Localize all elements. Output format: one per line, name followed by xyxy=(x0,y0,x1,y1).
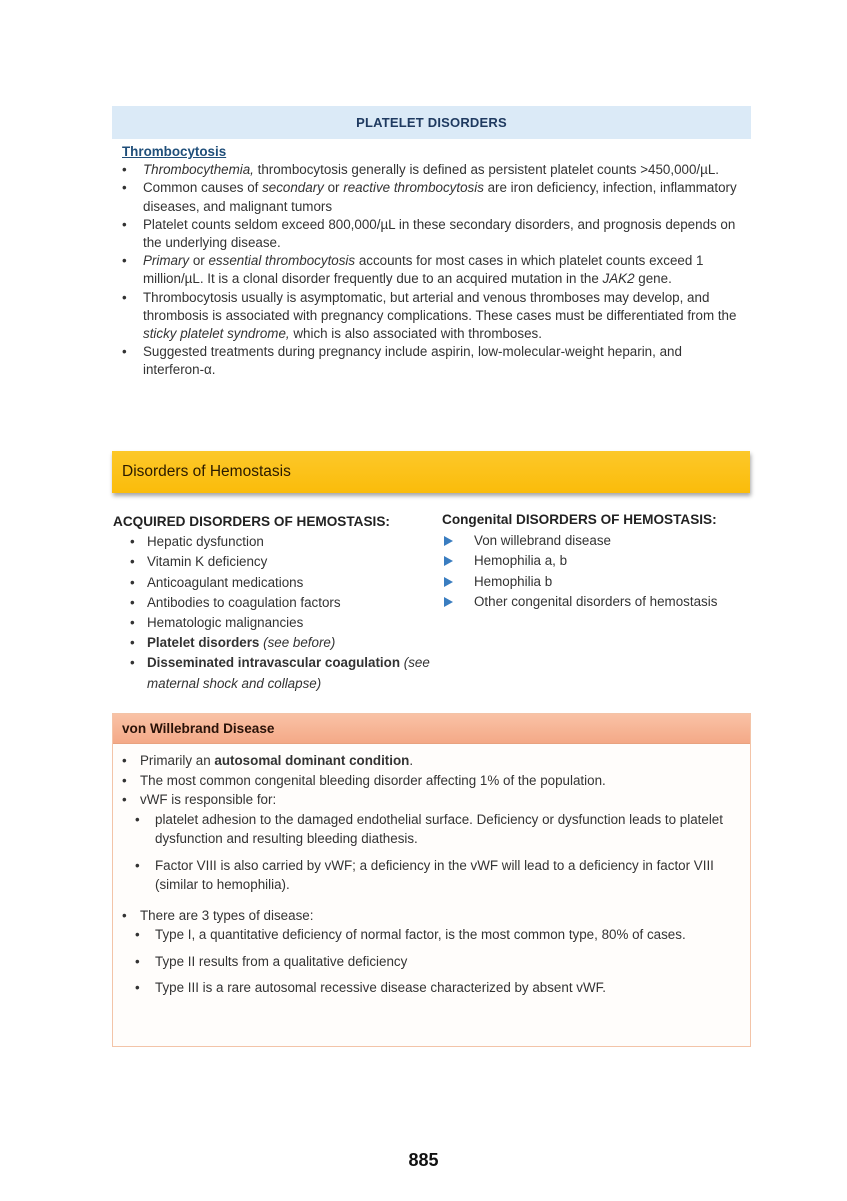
list-item: • Platelet counts seldom exceed 800,000/µL in these secondary disorders, and prognosis depends on the underlying disease. xyxy=(114,216,744,252)
list-item: • Primarily an autosomal dominant condition. xyxy=(113,751,743,771)
vwd-body xyxy=(113,751,743,998)
platelet-disorders-title: PLATELET DISORDERS xyxy=(356,115,507,130)
vwd-main-list xyxy=(113,751,743,810)
acquired-disorders-list xyxy=(113,532,438,694)
vwd-types-intro-list xyxy=(113,906,743,926)
list-item: • There are 3 types of disease: xyxy=(113,906,743,926)
list-item: • Platelet disorders (see before) xyxy=(113,633,438,653)
congenital-disorders-list xyxy=(442,531,762,613)
thrombocytosis-list xyxy=(114,161,744,379)
list-item: • platelet adhesion to the damaged endothelial surface. Deficiency or dysfunction leads to platelet dysfunction and resulting bleeding diathesis. xyxy=(113,810,743,849)
vwd-responsibility-list xyxy=(113,810,743,895)
list-item: • Anticoagulant medications xyxy=(113,573,438,593)
acquired-disorders-column xyxy=(113,512,438,694)
acquired-disorders-title: ACQUIRED DISORDERS OF HEMOSTASIS: xyxy=(113,514,390,529)
vwd-types-list xyxy=(113,925,743,998)
list-item: • Common causes of secondary or reactive thrombocytosis are iron deficiency, infection, inflammatory diseases, and malignant tumors xyxy=(114,179,744,215)
list-item: • Thrombocytosis usually is asymptomatic, but arterial and venous thromboses may develop, and thrombosis is associated with pregnancy complications. These cases must be differentiated from the sticky platelet syndrome, which is also associated with thromboses. xyxy=(114,289,744,344)
list-item: Other congenital disorders of hemostasis xyxy=(442,592,762,613)
list-item: • Primary or essential thrombocytosis accounts for most cases in which platelet counts exceed 1 million/µL. It is a clonal disorder frequently due to an acquired mutation in the JAK2 gene. xyxy=(114,252,744,288)
arrow-bullet-icon xyxy=(444,556,453,566)
list-item: • vWF is responsible for: xyxy=(113,790,743,810)
congenital-disorders-column xyxy=(442,510,762,613)
arrow-bullet-icon xyxy=(444,597,453,607)
list-item: • Vitamin K deficiency xyxy=(113,552,438,572)
hemostasis-banner xyxy=(112,451,750,493)
list-item: Von willebrand disease xyxy=(442,531,762,552)
list-item: • Disseminated intravascular coagulation (see maternal shock and collapse) xyxy=(113,653,438,693)
congenital-disorders-title: Congenital DISORDERS OF HEMOSTASIS: xyxy=(442,512,717,527)
list-item: • Suggested treatments during pregnancy include aspirin, low-molecular-weight heparin, and interferon-α. xyxy=(114,343,744,379)
page-number: 885 xyxy=(408,1150,439,1170)
list-item: • The most common congenital bleeding disorder affecting 1% of the population. xyxy=(113,771,743,791)
hemostasis-banner-title: Disorders of Hemostasis xyxy=(122,463,291,480)
list-item: • Type II results from a qualitative deficiency xyxy=(113,952,743,972)
list-item: Hemophilia a, b xyxy=(442,551,762,572)
list-item: • Factor VIII is also carried by vWF; a deficiency in the vWF will lead to a deficiency in factor VIII (similar to hemophilia). xyxy=(113,856,743,895)
list-item: • Type I, a quantitative deficiency of normal factor, is the most common type, 80% of cases. xyxy=(113,925,743,945)
platelet-disorders-header xyxy=(112,106,751,139)
list-item: Hemophilia b xyxy=(442,572,762,593)
thrombocytosis-subheading: Thrombocytosis xyxy=(122,144,227,159)
vwd-box xyxy=(112,713,751,1047)
thrombocytosis-section xyxy=(114,143,744,380)
list-item: • Antibodies to coagulation factors xyxy=(113,593,438,613)
arrow-bullet-icon xyxy=(444,536,453,546)
vwd-header-title: von Willebrand Disease xyxy=(122,721,275,736)
arrow-bullet-icon xyxy=(444,577,453,587)
list-item: • Hepatic dysfunction xyxy=(113,532,438,552)
list-item: • Thrombocythemia, thrombocytosis generally is defined as persistent platelet counts >450,000/µL. xyxy=(114,161,744,179)
vwd-header xyxy=(113,714,750,744)
list-item: • Hematologic malignancies xyxy=(113,613,438,633)
list-item: • Type III is a rare autosomal recessive disease characterized by absent vWF. xyxy=(113,978,743,998)
